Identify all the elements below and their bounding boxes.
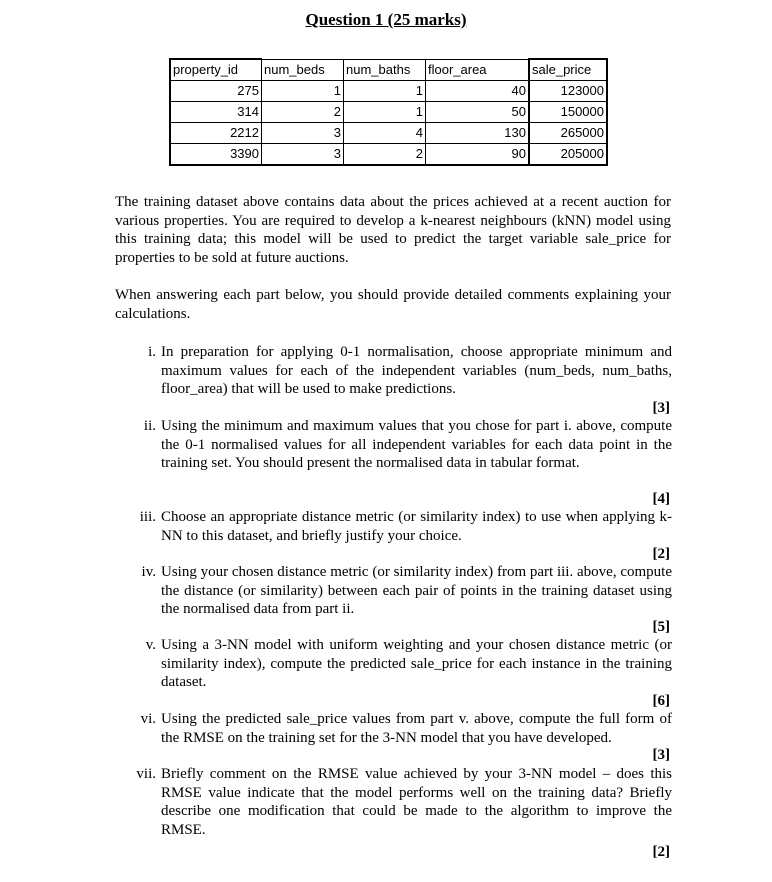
part-number: vi. (140, 711, 156, 727)
table-cell: 205000 (529, 144, 607, 166)
table-cell: 1 (262, 81, 344, 102)
table-cell: 1 (344, 102, 426, 123)
part-iii (132, 508, 672, 545)
question-title: Question 1 (25 marks) (305, 10, 467, 29)
table-cell: 50 (426, 102, 530, 123)
part-text: Choose an appropriate distance metric (or similarity index) to use when applying k-NN to this dataset, and briefly justify your choice. (161, 509, 672, 544)
part-text: Using the predicted sale_price values from part v. above, compute the full form of the RMSE on the training set for the 3-NN model that you have developed. (161, 711, 672, 746)
part-marks: [4] (652, 491, 670, 507)
table-cell: 123000 (529, 81, 607, 102)
training-data-table (169, 58, 608, 166)
table-cell: 1 (344, 81, 426, 102)
part-number: iii. (139, 509, 156, 525)
table-row (170, 123, 607, 144)
part-number: ii. (143, 418, 156, 434)
part-number: i. (148, 344, 156, 360)
table-cell: 130 (426, 123, 530, 144)
part-marks: [2] (652, 546, 670, 562)
column-header: sale_price (529, 59, 607, 81)
column-header: property_id (170, 59, 262, 81)
table-cell: 3 (262, 123, 344, 144)
table-cell: 4 (344, 123, 426, 144)
part-text: Briefly comment on the RMSE value achieved by your 3-NN model – does this RMSE value indicate that the model performs well on the training data? Briefly describe one modification that could be made to the algorithm to improve the RMSE. (161, 766, 672, 838)
table-cell: 3390 (170, 144, 262, 166)
part-marks: [2] (652, 844, 670, 860)
part-text: Using a 3-NN model with uniform weighting and your chosen distance metric (or similarity index), compute the predicted sale_price for each instance in the training dataset. (161, 637, 672, 690)
part-number: v. (145, 637, 156, 653)
table-cell: 90 (426, 144, 530, 166)
table-cell: 40 (426, 81, 530, 102)
part-text: Using your chosen distance metric (or similarity index) from part iii. above, compute the distance (or similarity) between each pair of points in the training dataset using the normalised data from part ii. (161, 564, 672, 617)
column-header: num_beds (262, 59, 344, 81)
part-number: iv. (141, 564, 156, 580)
table-cell: 2212 (170, 123, 262, 144)
intro-paragraph: The training dataset above contains data about the prices achieved at a recent auction for various properties. You are required to develop a k-nearest neighbours (kNN) model using this training data; this model will be used to predict the target variable sale_price for properties to be sold at future auctions. (115, 194, 671, 266)
part-i (132, 343, 672, 399)
part-marks: [3] (652, 400, 670, 416)
part-ii (132, 417, 672, 473)
table-cell: 265000 (529, 123, 607, 144)
table-cell: 2 (344, 144, 426, 166)
part-text: Using the minimum and maximum values that you chose for part i. above, compute the 0-1 normalised values for all independent variables for each data point in the training set. You should present the normalised data in tabular format. (161, 418, 672, 471)
table-cell: 2 (262, 102, 344, 123)
table-cell: 314 (170, 102, 262, 123)
column-header: floor_area (426, 59, 530, 81)
table-row (170, 102, 607, 123)
column-header: num_baths (344, 59, 426, 81)
table-row (170, 81, 607, 102)
table-cell: 3 (262, 144, 344, 166)
table-cell: 275 (170, 81, 262, 102)
part-text: In preparation for applying 0-1 normalisation, choose appropriate minimum and maximum values for each of the independent variables (num_beds, num_baths, floor_area) that will be used to make predictions. (161, 344, 672, 397)
part-iv (132, 563, 672, 619)
part-number: vii. (136, 766, 156, 782)
part-marks: [3] (652, 747, 670, 763)
table-cell: 150000 (529, 102, 607, 123)
table-header-row (170, 59, 607, 81)
part-v (132, 636, 672, 692)
part-vii (132, 765, 672, 839)
table-row (170, 144, 607, 166)
part-marks: [6] (652, 693, 670, 709)
instructions-paragraph: When answering each part below, you should provide detailed comments explaining your calculations. (115, 287, 671, 322)
part-marks: [5] (652, 619, 670, 635)
part-vi (132, 710, 672, 747)
